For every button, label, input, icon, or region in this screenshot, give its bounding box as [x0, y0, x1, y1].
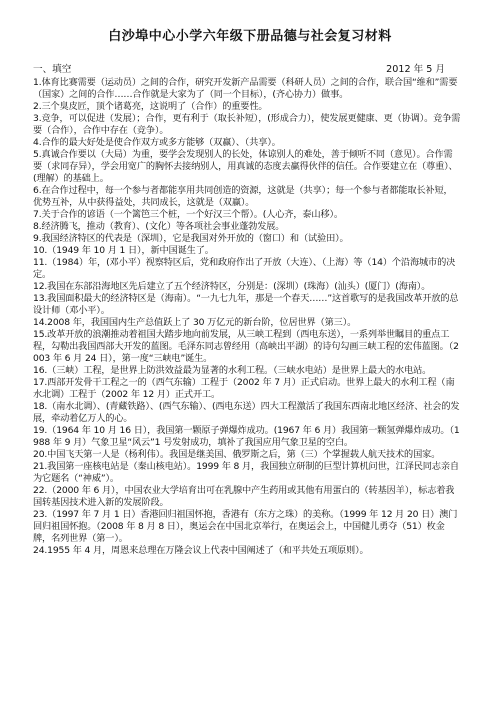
- question-item: 8.经济腾飞，推动（教育）、(文化）等各项社会事业蓬勃发展。: [33, 221, 285, 232]
- question-item: 15.改革开放的浪潮推动着祖国大踏步地向前发展，从三峡工程到（西电东送），一系列举世瞩目的重点工程，勾勒出我国西部大开发的蓝图。毛泽东同志曾经用（高峡出平湖）的诗句勾画三峡工程的宏伟蓝图。（2003 年 6 月 24 日），第一度“三峡电”诞生。: [33, 329, 459, 364]
- question-item: 19.（1964 年 10 月 16 日），我国第一颗原子弹爆炸成功。(1967 年 6 月）我国第一颗氢弹爆炸成功。（1988 年 9 月）气象卫星“风云”1 号发射成功，填补了我国应用气象卫星的空白。: [33, 425, 460, 448]
- section-label: 一、填空: [33, 64, 72, 75]
- question-item: 10.（1949 年 10 月 1 日），新中国诞生了。: [33, 245, 214, 256]
- question-item: 7.关于合作的谚语（一个篱笆三个桩，一个好汉三个帮）。(人心齐，泰山移）。: [33, 209, 343, 220]
- document-title: 白沙埠中心小学六年级下册品德与社会复习材料: [108, 29, 392, 44]
- question-list: [33, 77, 461, 557]
- question-item: 12.我国在东部沿海地区先后建立了五个经济特区，分别是：(深圳）(珠海）(汕头）(厦门）(海南）。: [33, 281, 431, 292]
- question-item: 6.在合作过程中，每一个参与者都能享用共同创造的资源，这就是（共享）；每一个参与者都能取长补短，优势互补，从中获得益处，共同成长，这就是（双赢）。: [33, 185, 453, 208]
- question-item: 3.竞争，可以促进（发展）；合作，更有利于（取长补短），(形成合力），使发展更健康、更（协调）。竞争需要（合作），合作中存在（竞争）。: [33, 113, 461, 136]
- question-item: 14.2008 年，我国国内生产总值跃上了 30 万亿元的新台阶，位居世界（第三）。: [33, 317, 357, 328]
- question-item: 20.中国飞天第一人是（杨利伟）。我国是继美国、俄罗斯之后，第（三）个掌握载人航天技术的国家。: [33, 449, 441, 460]
- question-item: 17.西部开发骨干工程之一的（西气东输）工程于（2002 年 7 月）正式启动。世界上最大的水利工程（南水北调）工程于（2002 年 12 月）正式开工。: [33, 377, 455, 400]
- question-item: 13.我国面积最大的经济特区是（海南）。“一九七九年，那是一个春天……”这首歌写的是我国改革开放的总设计师（邓小平）。: [33, 293, 459, 316]
- question-item: 18.（南水北调）、(青藏铁路）、(西气东输）、(西电东送）四大工程激活了我国东西南北地区经济、社会的发展，牵动着亿万人的心。: [33, 401, 460, 424]
- question-item: 4.合作的最大好处是使合作双方或多方能够（双赢）、（共享）。: [33, 137, 281, 148]
- question-item: 5.真诚合作要以（大局）为重，要学会发现别人的长处，体谅别人的难处，善于倾听不同（意见）。合作需要（求同存异），学会用宽广的胸怀去接纳别人，用真诚的态度去赢得伙伴的信任。合作要建立在（尊重）、(理解）的基础上。: [33, 149, 458, 184]
- question-item: 1.体育比赛需要（运动员）之间的合作，研究开发新产品需要（科研人员）之间的合作，联合国“维和”需要（国家）之间的合作……合作就是大家为了（同一个目标），(齐心协力）做事。: [33, 77, 458, 100]
- section-header: [33, 64, 445, 76]
- question-item: 21.我国第一座核电站是（秦山核电站）。1999 年 8 月，我国独立研制的巨型计算机问世，江泽民同志亲自为它题名（“神威”）。: [33, 461, 459, 484]
- question-item: 9.我国经济特区的代表是（深圳），它是我国对外开放的（窗口）和（试验田）。: [33, 233, 349, 244]
- question-item: 23.（1997 年 7 月 1 日）香港回归祖国怀抱，香港有（东方之珠）的美称。（1999 年 12 月 20 日）澳门回归祖国怀抱。（2008 年 8 月 8 日），奥运会在中国北京举行，在奥运会上，中国健儿勇夺（51）枚金牌，名列世界（第一）。: [33, 509, 458, 544]
- question-item: 16.（三峡）工程，是世界上防洪效益最为显著的水利工程。（三峡水电站）是世界上最大的水电站。: [33, 365, 432, 376]
- question-item: 11.（1984）年，(邓小平）视察特区后，党和政府作出了开放（大连）、（上海）等（14）个沿海城市的决定。: [33, 257, 456, 280]
- question-item: 24.1955 年 4 月，周恩来总理在万隆会议上代表中国阐述了（和平共处五项原则）。: [33, 545, 369, 556]
- question-item: 22.（2000 年 6 月），中国农业大学培育出可在乳腺中产生药用或其他有用蛋白的（转基因羊），标志着我国转基因技术进入新的发展阶段。: [33, 485, 455, 508]
- question-item: 2.三个臭皮匠，顶个诸葛亮，这说明了（合作）的重要性。: [33, 101, 268, 112]
- document-date: 2012 年 5 月: [386, 64, 445, 75]
